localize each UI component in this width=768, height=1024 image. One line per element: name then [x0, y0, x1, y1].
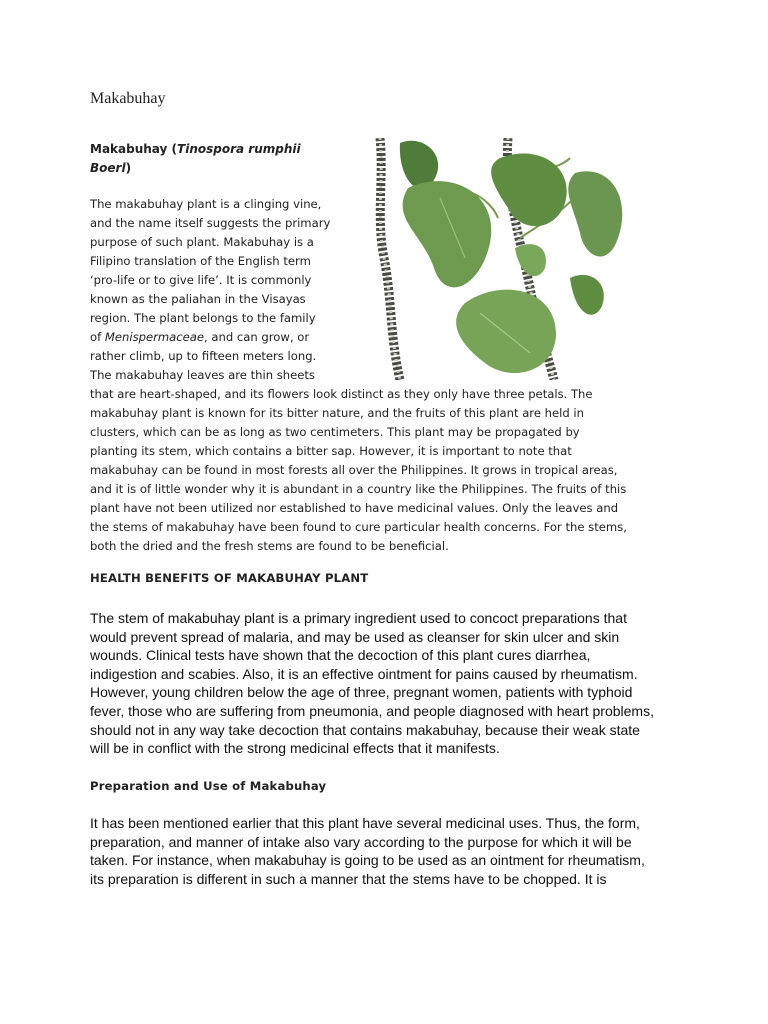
paragraph-line: both the dried and the fresh stems are found to be beneficial.: [90, 539, 449, 553]
paragraph-line: purpose of such plant. Makabuhay is a: [90, 235, 314, 249]
paragraph-line: The stem of makabuhay plant is a primary ingredient used to concoct preparations that: [90, 610, 627, 626]
scientific-name-author: Boerl: [90, 161, 126, 175]
family-line-suffix: , and can grow, or: [204, 330, 310, 344]
page-title: Makabuhay: [90, 90, 166, 107]
paragraph-line: will be in conflict with the strong medicinal effects that it manifests.: [90, 740, 500, 757]
paragraph-line: fever, those who are suffering from pneumonia, and people diagnosed with heart problems,: [90, 702, 654, 719]
preparation-paragraph: [90, 814, 690, 888]
paragraph-line: rather climb, up to fifteen meters long.: [90, 349, 317, 363]
paragraph-line-family: [90, 328, 365, 347]
paragraph-line: its preparation is different in such a manner that the stems have to be chopped. It is: [90, 870, 607, 887]
family-name: Menispermaceae: [104, 330, 205, 344]
family-line-prefix: of: [90, 330, 105, 344]
paragraph-line: should not in any way take decoction that contains makabuhay, because their weak state: [90, 721, 640, 738]
preparation-heading: Preparation and Use of Makabuhay: [90, 779, 327, 793]
paragraph-line: known as the paliahan in the Visayas: [90, 292, 306, 306]
paragraph-line: region. The plant belongs to the family: [90, 311, 316, 325]
paragraph-line: preparation, and manner of intake also vary according to the purpose for which it will be: [90, 833, 632, 850]
intro-paragraph-full: [90, 385, 690, 556]
paragraph-line: and the name itself suggests the primary: [90, 216, 331, 230]
paragraph-line: makabuhay can be found in most forests all over the Philippines. It grows in tropical areas,: [90, 463, 618, 477]
makabuhay-plant-image: [370, 138, 642, 380]
paragraph-line: and it is of little wonder why it is abundant in a country like the Philippines. The fruits of this: [90, 482, 627, 496]
paragraph-line: clusters, which can be as long as two centimeters. This plant may be propagated by: [90, 425, 580, 439]
paragraph-line: taken. For instance, when makabuhay is going to be used as an ointment for rheumatism,: [90, 852, 645, 869]
paragraph-line: indigestion and scabies. Also, it is an effective ointment for pains caused by rheumatism.: [90, 665, 638, 682]
paragraph-line: The makabuhay leaves are thin sheets: [90, 368, 315, 382]
health-benefits-heading: HEALTH BENEFITS OF MAKABUHAY PLANT: [90, 571, 369, 585]
paragraph-line: the stems of makabuhay have been found to cure particular health concerns. For the stems,: [90, 520, 627, 534]
intro-paragraph-wrapped: [90, 195, 365, 385]
paragraph-line: plant have not been utilized nor established to have medicinal values. Only the leaves and: [90, 501, 619, 515]
scientific-name-genus-species: Tinospora rumphii: [177, 142, 301, 156]
intro-heading: [90, 140, 360, 178]
paragraph-line: that are heart-shaped, and its flowers look distinct as they only have three petals. The: [90, 387, 593, 401]
paragraph-line: wounds. Clinical tests have shown that the decoction of this plant cures diarrhea,: [90, 647, 591, 664]
paragraph-line: planting its stem, which contains a bitter sap. However, it is important to note that: [90, 444, 572, 458]
health-benefits-paragraph: [90, 609, 690, 758]
intro-heading-suffix: ): [125, 161, 132, 175]
paragraph-line: ‘pro-life or to give life’. It is commonly: [90, 273, 312, 287]
paragraph-line: However, young children below the age of three, pregnant women, patients with typhoid: [90, 684, 633, 701]
paragraph-line: Filipino translation of the English term: [90, 254, 311, 268]
paragraph-line: would prevent spread of malaria, and may be used as cleanser for skin ulcer and skin: [90, 628, 620, 645]
paragraph-line: makabuhay plant is known for its bitter nature, and the fruits of this plant are held in: [90, 406, 584, 420]
paragraph-line: The makabuhay plant is a clinging vine,: [90, 197, 322, 211]
intro-heading-prefix: Makabuhay (: [90, 142, 178, 156]
paragraph-line: It has been mentioned earlier that this plant have several medicinal uses. Thus, the form,: [90, 815, 640, 831]
